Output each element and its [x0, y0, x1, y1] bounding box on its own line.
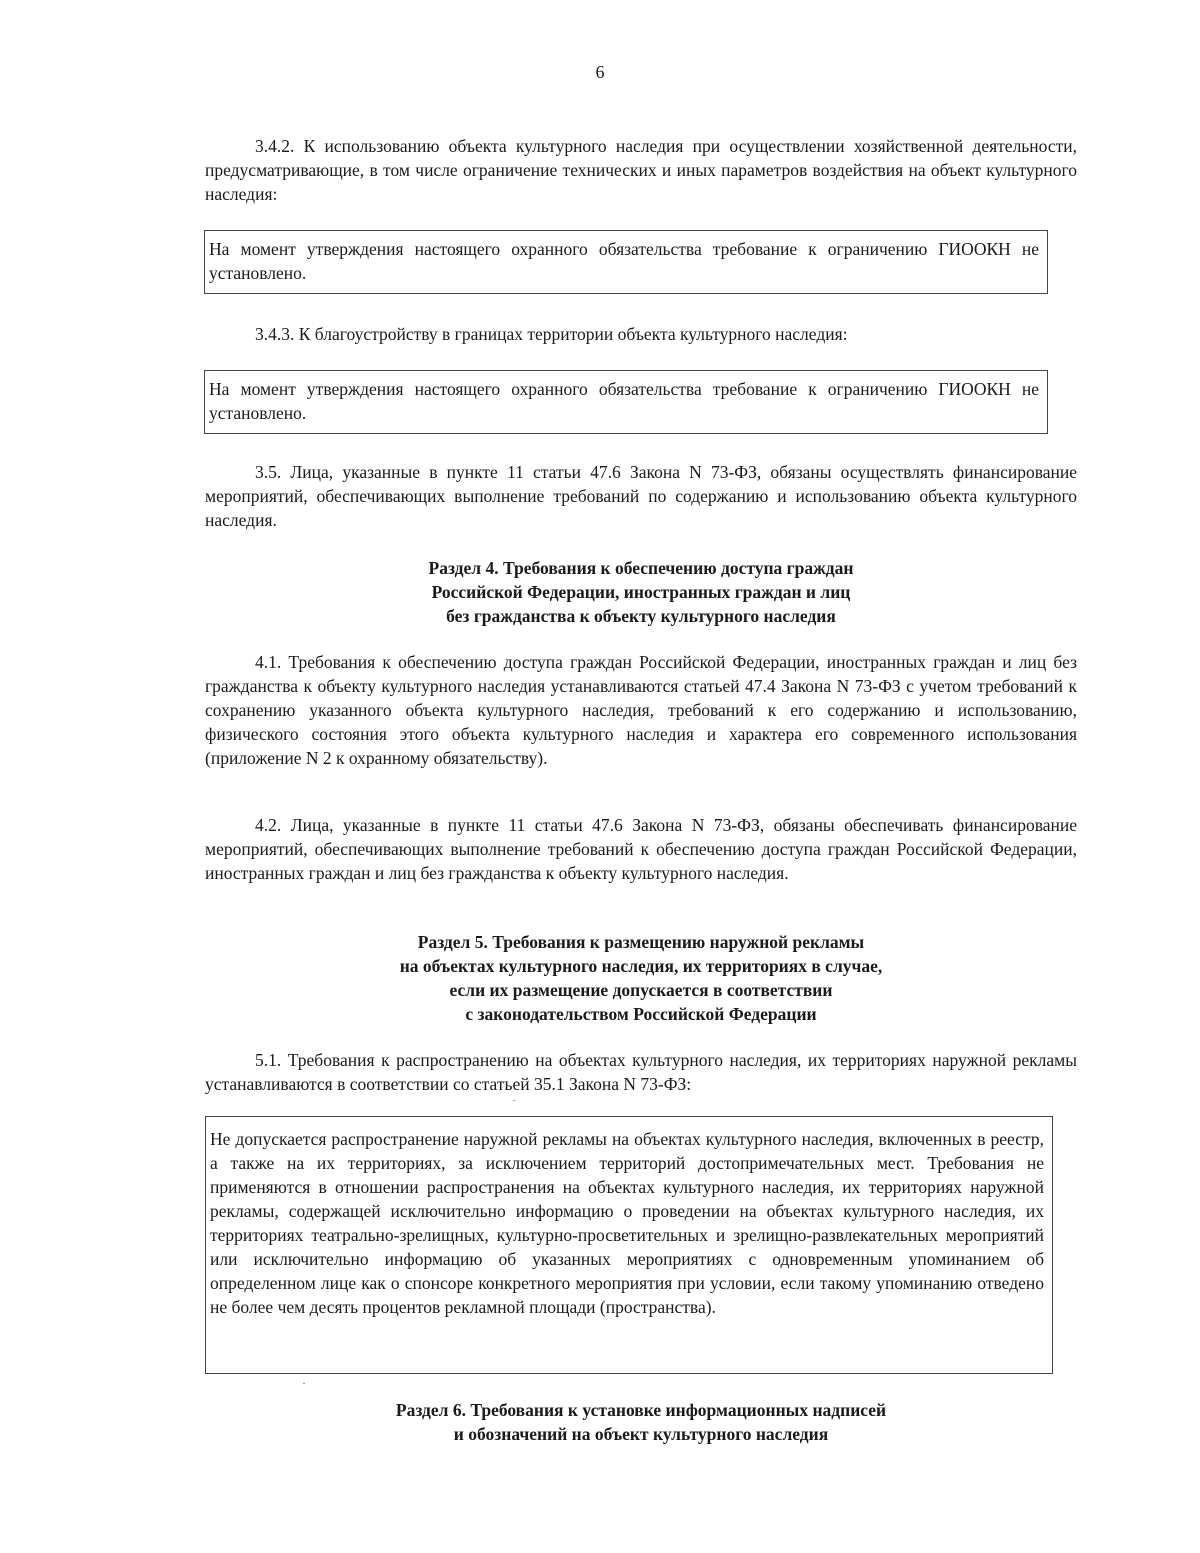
scan-speck	[303, 1383, 305, 1384]
paragraph-5-1: 5.1. Требования к распространению на объектах культурного наследия, их территориях наружной рекламы устанавливаются в соответствии со статьей 35.1 Закона N 73-ФЗ:	[205, 1050, 1077, 1094]
section-6-heading	[205, 1398, 1077, 1446]
section-5-heading-line: на объектах культурного наследия, их территориях в случае,	[399, 956, 883, 976]
requirement-box-1: На момент утверждения настоящего охранного обязательства требование к ограничению ГИООКН не установлено.	[204, 230, 1048, 294]
requirement-box-3: Не допускается распространение наружной рекламы на объектах культурного наследия, включенных в реестр, а также на их территориях, за исключением территорий достопримечательных мест. Требования не применяются в отношении распространения на объектах культурного наследия, их территориях наружной рекламы, содержащей исключительно информацию о проведении на объектах культурного наследия, их территориях театрально-зрелищных, культурно-просветительных и зрелищно-развлекательных мероприятий или исключительно информацию об указанных мероприятиях с одновременным упоминанием об определенном лице как о спонсоре конкретного мероприятия при условии, если такому упоминанию отведено не более чем десять процентов рекламной площади (пространства).	[205, 1116, 1053, 1374]
paragraph-3-4-3: 3.4.3. К благоустройству в границах территории объекта культурного наследия:	[255, 324, 848, 344]
scan-speck	[513, 1100, 515, 1101]
section-5-heading-line: Раздел 5. Требования к размещению наружной рекламы	[417, 932, 865, 952]
section-6-heading-line: и обозначений на объект культурного наследия	[453, 1424, 829, 1444]
section-4-heading-line: без гражданства к объекту культурного наследия	[446, 606, 836, 626]
section-4-heading	[205, 556, 1077, 628]
section-4-heading-line: Раздел 4. Требования к обеспечению доступа граждан	[428, 558, 854, 578]
paragraph-4-1: 4.1. Требования к обеспечению доступа граждан Российской Федерации, иностранных граждан и лиц без гражданства к объекту культурного наследия устанавливаются статьей 47.4 Закона N 73-ФЗ с учетом требований к сохранению указанного объекта культурного наследия, требований к его содержанию и использованию, физического состояния этого объекта культурного наследия и характера его современного использования (приложение N 2 к охранному обязательству).	[205, 652, 1077, 768]
section-5-heading-line: с законодательством Российской Федерации	[465, 1004, 817, 1024]
paragraph-3-5: 3.5. Лица, указанные в пункте 11 статьи 47.6 Закона N 73-ФЗ, обязаны осуществлять финансирование мероприятий, обеспечивающих выполнение требований по содержанию и использованию объекта культурного наследия.	[205, 462, 1077, 530]
section-5-heading	[205, 930, 1077, 1026]
section-6-heading-line: Раздел 6. Требования к установке информационных надписей	[395, 1400, 887, 1420]
paragraph-4-2: 4.2. Лица, указанные в пункте 11 статьи 47.6 Закона N 73-ФЗ, обязаны обеспечивать финансирование мероприятий, обеспечивающих выполнение требований к обеспечению доступа граждан Российской Федерации, иностранных граждан и лиц без гражданства к объекту культурного наследия.	[205, 815, 1077, 883]
paragraph-3-4-2: 3.4.2. К использованию объекта культурного наследия при осуществлении хозяйственной деятельности, предусматривающие, в том числе ограничение технических и иных параметров воздействия на объект культурного наследия:	[205, 136, 1077, 204]
section-5-heading-line: если их размещение допускается в соответствии	[449, 980, 833, 1000]
page-number: 6	[595, 62, 605, 82]
section-4-heading-line: Российской Федерации, иностранных граждан и лиц	[431, 582, 851, 602]
requirement-box-2: На момент утверждения настоящего охранного обязательства требование к ограничению ГИООКН не установлено.	[204, 370, 1048, 434]
